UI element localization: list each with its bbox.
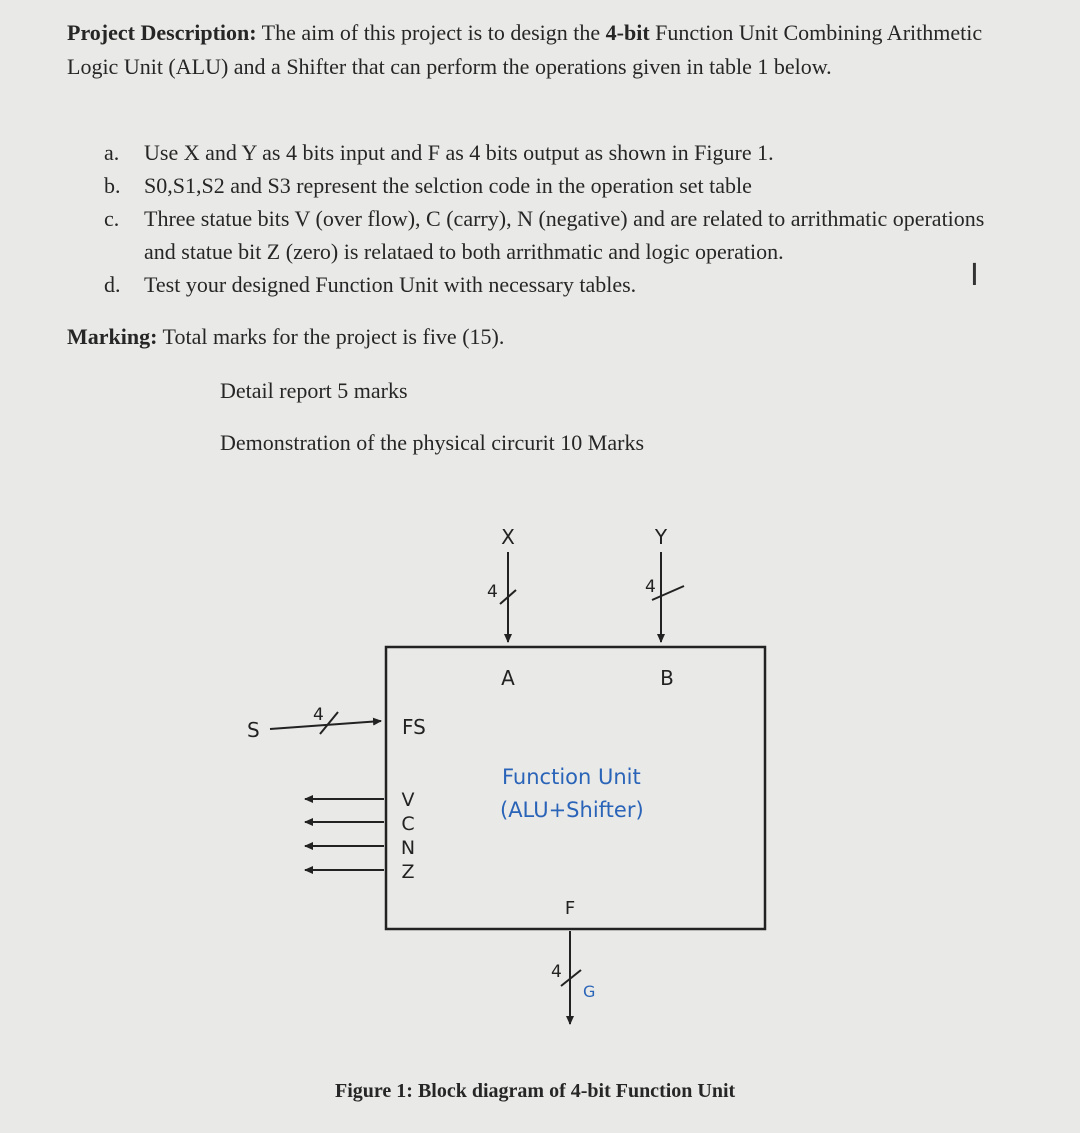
flag-n-label: N [400, 837, 416, 859]
flag-c-label: C [401, 813, 415, 835]
port-fs-label: FS [402, 715, 426, 739]
output-f-bus-width: 4 [551, 962, 562, 982]
description-bold: 4-bit [605, 20, 650, 45]
list-text: S0,S1,S2 and S3 represent the selction code in the operation set table [144, 173, 752, 198]
port-f-label: F [564, 898, 576, 919]
function-unit-title: Function Unit [502, 765, 641, 789]
list-letter: c. [104, 206, 120, 231]
list-text: Test your designed Function Unit with necessary tables. [144, 272, 637, 297]
detail-report-marks: Detail report 5 marks [220, 378, 408, 403]
port-a-label: A [501, 666, 515, 690]
text-cursor-icon: I [970, 258, 979, 293]
list-text: Three statue bits V (over flow), C (carry), N (negative) and are related to arrithmatic operations and statue bit Z (zero) is relataed to both arrithmatic and logic operation. [144, 206, 985, 264]
input-y-label: Y [654, 525, 668, 549]
input-y-bus-slash [652, 586, 684, 600]
figure-caption: Figure 1: Block diagram of 4-bit Function Unit [335, 1080, 736, 1102]
select-s-bus-width: 4 [313, 705, 324, 725]
marking-label: Marking: [67, 324, 158, 349]
flag-v-label: V [401, 789, 415, 811]
flag-z-label: Z [401, 861, 415, 883]
description-text: The aim of this project is to design the [256, 20, 606, 45]
select-s-label: S [247, 718, 260, 742]
list-letter: a. [104, 140, 120, 165]
function-unit-subtitle: (ALU+Shifter) [500, 798, 644, 822]
list-letter: d. [104, 272, 121, 297]
demonstration-marks: Demonstration of the physical circurit 10 Marks [220, 430, 645, 455]
input-x-label: X [501, 525, 515, 549]
port-b-label: B [660, 666, 674, 690]
marking-text: Total marks for the project is five (15). [157, 324, 505, 349]
input-x-bus-width: 4 [487, 582, 498, 602]
output-g-label: G [583, 982, 596, 1001]
list-letter: b. [104, 173, 121, 198]
description-text-end: Function Unit Combining Arithmetic Logic Unit (ALU) and a Shifter that can perform the operations given in table 1 below. [67, 20, 983, 79]
list-text: Use X and Y as 4 bits input and F as 4 bits output as shown in Figure 1. [144, 140, 774, 165]
description-label: Project Description: [67, 20, 257, 45]
input-y-bus-width: 4 [645, 577, 656, 597]
